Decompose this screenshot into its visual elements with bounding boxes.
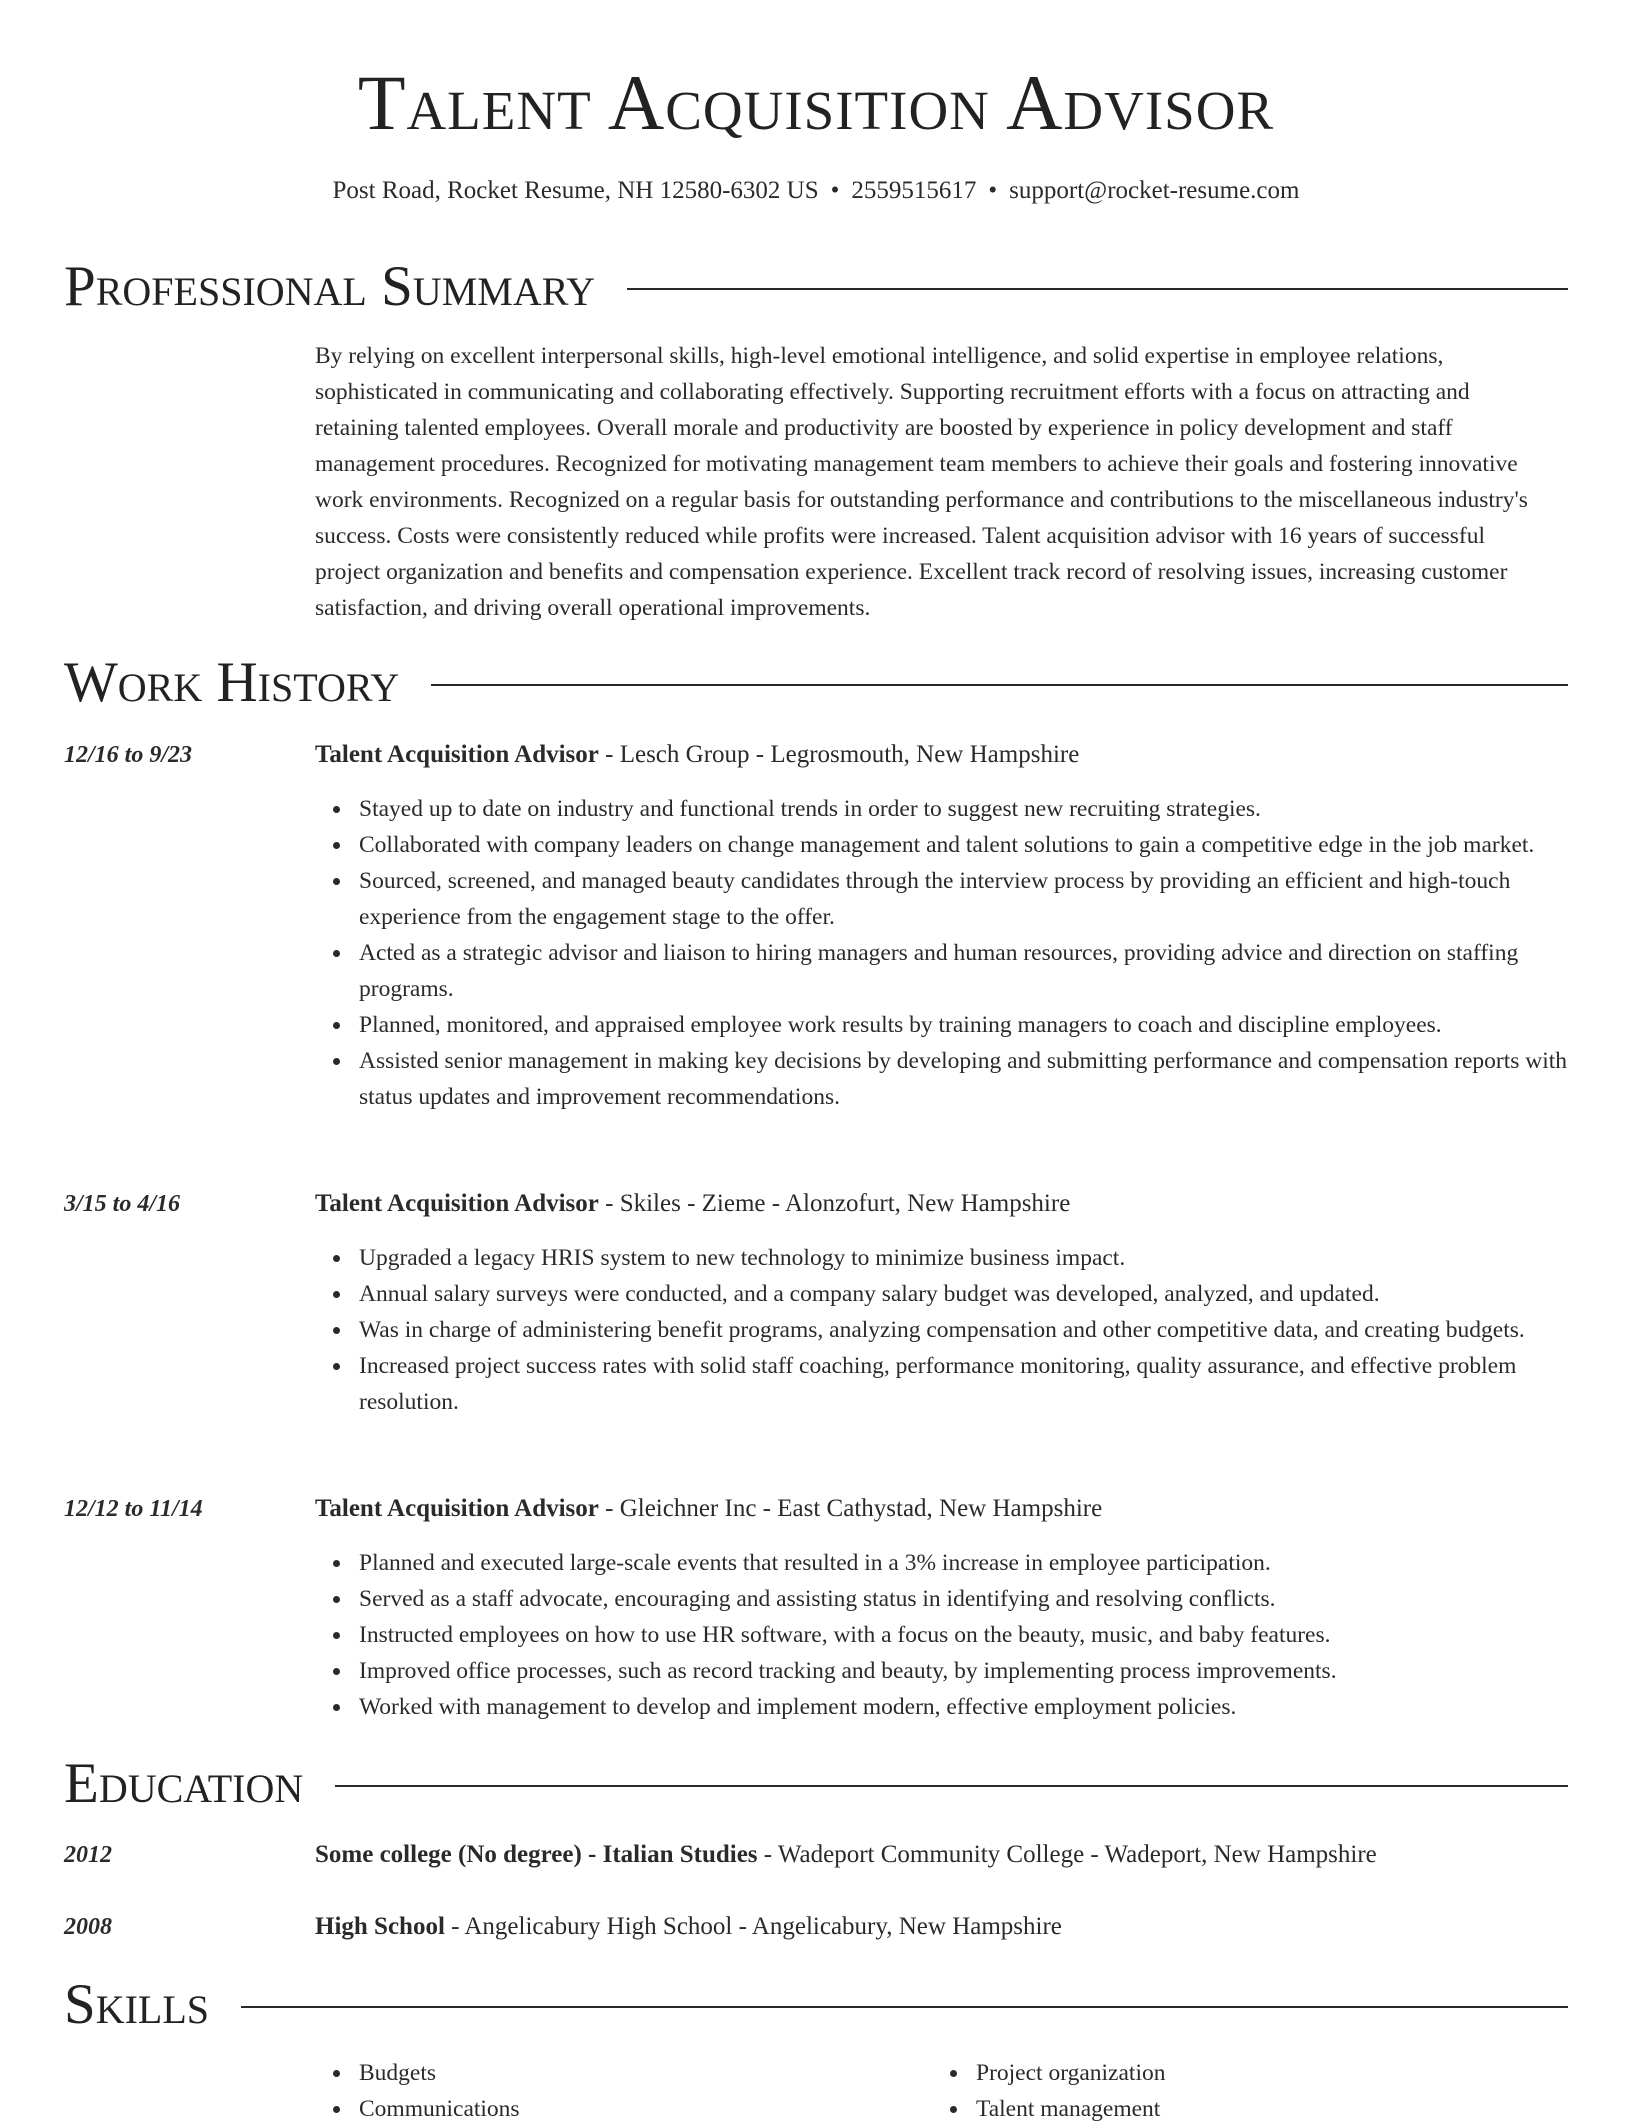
- job-heading: [315, 1491, 1565, 1527]
- skill-item: Budgets: [359, 2055, 520, 2091]
- work-section-header: [64, 652, 1568, 714]
- skills-section-title: Skills: [64, 1973, 210, 2036]
- education-year: 2012: [64, 1842, 112, 1868]
- contact-email: support@rocket-resume.com: [1009, 177, 1300, 204]
- contact-phone: 2559515617: [851, 177, 977, 204]
- job-heading: [315, 737, 1565, 773]
- job-bullet: Increased project success rates with solid staff coaching, performance monitoring, quality assurance, and effective problem resolution.: [359, 1348, 1599, 1420]
- job-bullet: Worked with management to develop and implement modern, effective employment policies.: [359, 1689, 1599, 1725]
- job-bullet: Collaborated with company leaders on change management and talent solutions to gain a competitive edge in the job market.: [359, 827, 1599, 863]
- education-degree: Some college (No degree) - Italian Studies: [315, 1841, 758, 1868]
- job-details: - Lesch Group - Legrosmouth, New Hampshire: [598, 741, 1080, 768]
- section-divider: [241, 2006, 1568, 2008]
- job-bullet: Upgraded a legacy HRIS system to new technology to minimize business impact.: [359, 1240, 1599, 1276]
- section-divider: [627, 288, 1568, 290]
- job-details: - Skiles - Zieme - Alonzofurt, New Hampshire: [598, 1190, 1071, 1217]
- job-bullet: Stayed up to date on industry and functional trends in order to suggest new recruiting strategies.: [359, 791, 1599, 827]
- candidate-name: Talent Acquisition Advisor: [357, 59, 1275, 146]
- job-bullet: Acted as a strategic advisor and liaison to hiring managers and human resources, providing advice and direction on staffing programs.: [359, 935, 1599, 1007]
- skills-list-left: [315, 2055, 520, 2127]
- skill-item: Communications: [359, 2091, 520, 2127]
- job-heading: [315, 1186, 1565, 1222]
- job-bullet: Served as a staff advocate, encouraging and assisting status in identifying and resolving conflicts.: [359, 1581, 1599, 1617]
- job-role: Talent Acquisition Advisor: [315, 741, 599, 768]
- job-bullet: Instructed employees on how to use HR software, with a focus on the beauty, music, and baby features.: [359, 1617, 1599, 1653]
- education-details: - Wadeport Community College - Wadeport, New Hampshire: [757, 1841, 1377, 1868]
- summary-section-title: Professional Summary: [64, 255, 596, 318]
- education-section-header: [64, 1753, 1568, 1815]
- job-bullet: Planned, monitored, and appraised employee work results by training managers to coach and discipline employees.: [359, 1007, 1599, 1043]
- contact-separator: •: [988, 177, 998, 204]
- education-heading: [315, 1909, 1565, 1945]
- job-role: Talent Acquisition Advisor: [315, 1190, 599, 1217]
- job-dates: 12/16 to 9/23: [64, 742, 193, 768]
- education-details: - Angelicabury High School - Angelicabury, New Hampshire: [444, 1913, 1062, 1940]
- job-bullet: Was in charge of administering benefit programs, analyzing compensation and other competitive data, and creating budgets.: [359, 1312, 1599, 1348]
- skill-item: Project organization: [976, 2055, 1165, 2091]
- section-divider: [431, 684, 1568, 686]
- job-bullet: Improved office processes, such as record tracking and beauty, by implementing process improvements.: [359, 1653, 1599, 1689]
- job-bullets: [315, 1545, 1599, 1725]
- job-details: - Gleichner Inc - East Cathystad, New Hampshire: [598, 1495, 1103, 1522]
- job-role: Talent Acquisition Advisor: [315, 1495, 599, 1522]
- education-heading: [315, 1837, 1565, 1873]
- summary-text: By relying on excellent interpersonal skills, high-level emotional intelligence, and solid expertise in employee relations, sophisticated in communicating and collaborating effectively. Supporting recruitment efforts with a focus on attracting and retaining talented employees. Overall morale and productivity are boosted by experience in policy development and staff management procedures. Recognized for motivating management team members to achieve their goals and fostering innovative work environments. Recognized on a regular basis for outstanding performance and contributions to the miscellaneous industry's success. Costs were consistently reduced while profits were increased. Talent acquisition advisor with 16 years of successful project organization and benefits and compensation experience. Excellent track record of resolving issues, increasing customer satisfaction, and driving overall operational improvements.: [315, 343, 1528, 621]
- contact-separator: •: [830, 177, 840, 204]
- job-dates: 3/15 to 4/16: [64, 1191, 181, 1217]
- education-year: 2008: [64, 1914, 112, 1940]
- work-section-title: Work History: [64, 651, 400, 714]
- education-degree: High School: [315, 1913, 445, 1940]
- education-section-title: Education: [64, 1752, 304, 1815]
- skills-section-header: [64, 1974, 1568, 2036]
- job-bullet: Sourced, screened, and managed beauty candidates through the interview process by providing an efficient and high-touch experience from the engagement stage to the offer.: [359, 863, 1599, 935]
- section-divider: [335, 1785, 1568, 1787]
- job-bullet: Assisted senior management in making key decisions by developing and submitting performance and compensation reports with status updates and improvement recommendations.: [359, 1043, 1599, 1115]
- job-bullet: Annual salary surveys were conducted, and a company salary budget was developed, analyzed, and updated.: [359, 1276, 1599, 1312]
- job-dates: 12/12 to 11/14: [64, 1496, 203, 1522]
- contact-address: Post Road, Rocket Resume, NH 12580-6302 US: [332, 177, 819, 204]
- skills-list-right: [932, 2055, 1165, 2127]
- summary-section-header: [64, 256, 1568, 318]
- job-bullet: Planned and executed large-scale events that resulted in a 3% increase in employee participation.: [359, 1545, 1599, 1581]
- job-bullets: [315, 791, 1599, 1115]
- contact-line: [0, 173, 1632, 209]
- skill-item: Talent management: [976, 2091, 1165, 2127]
- job-bullets: [315, 1240, 1599, 1420]
